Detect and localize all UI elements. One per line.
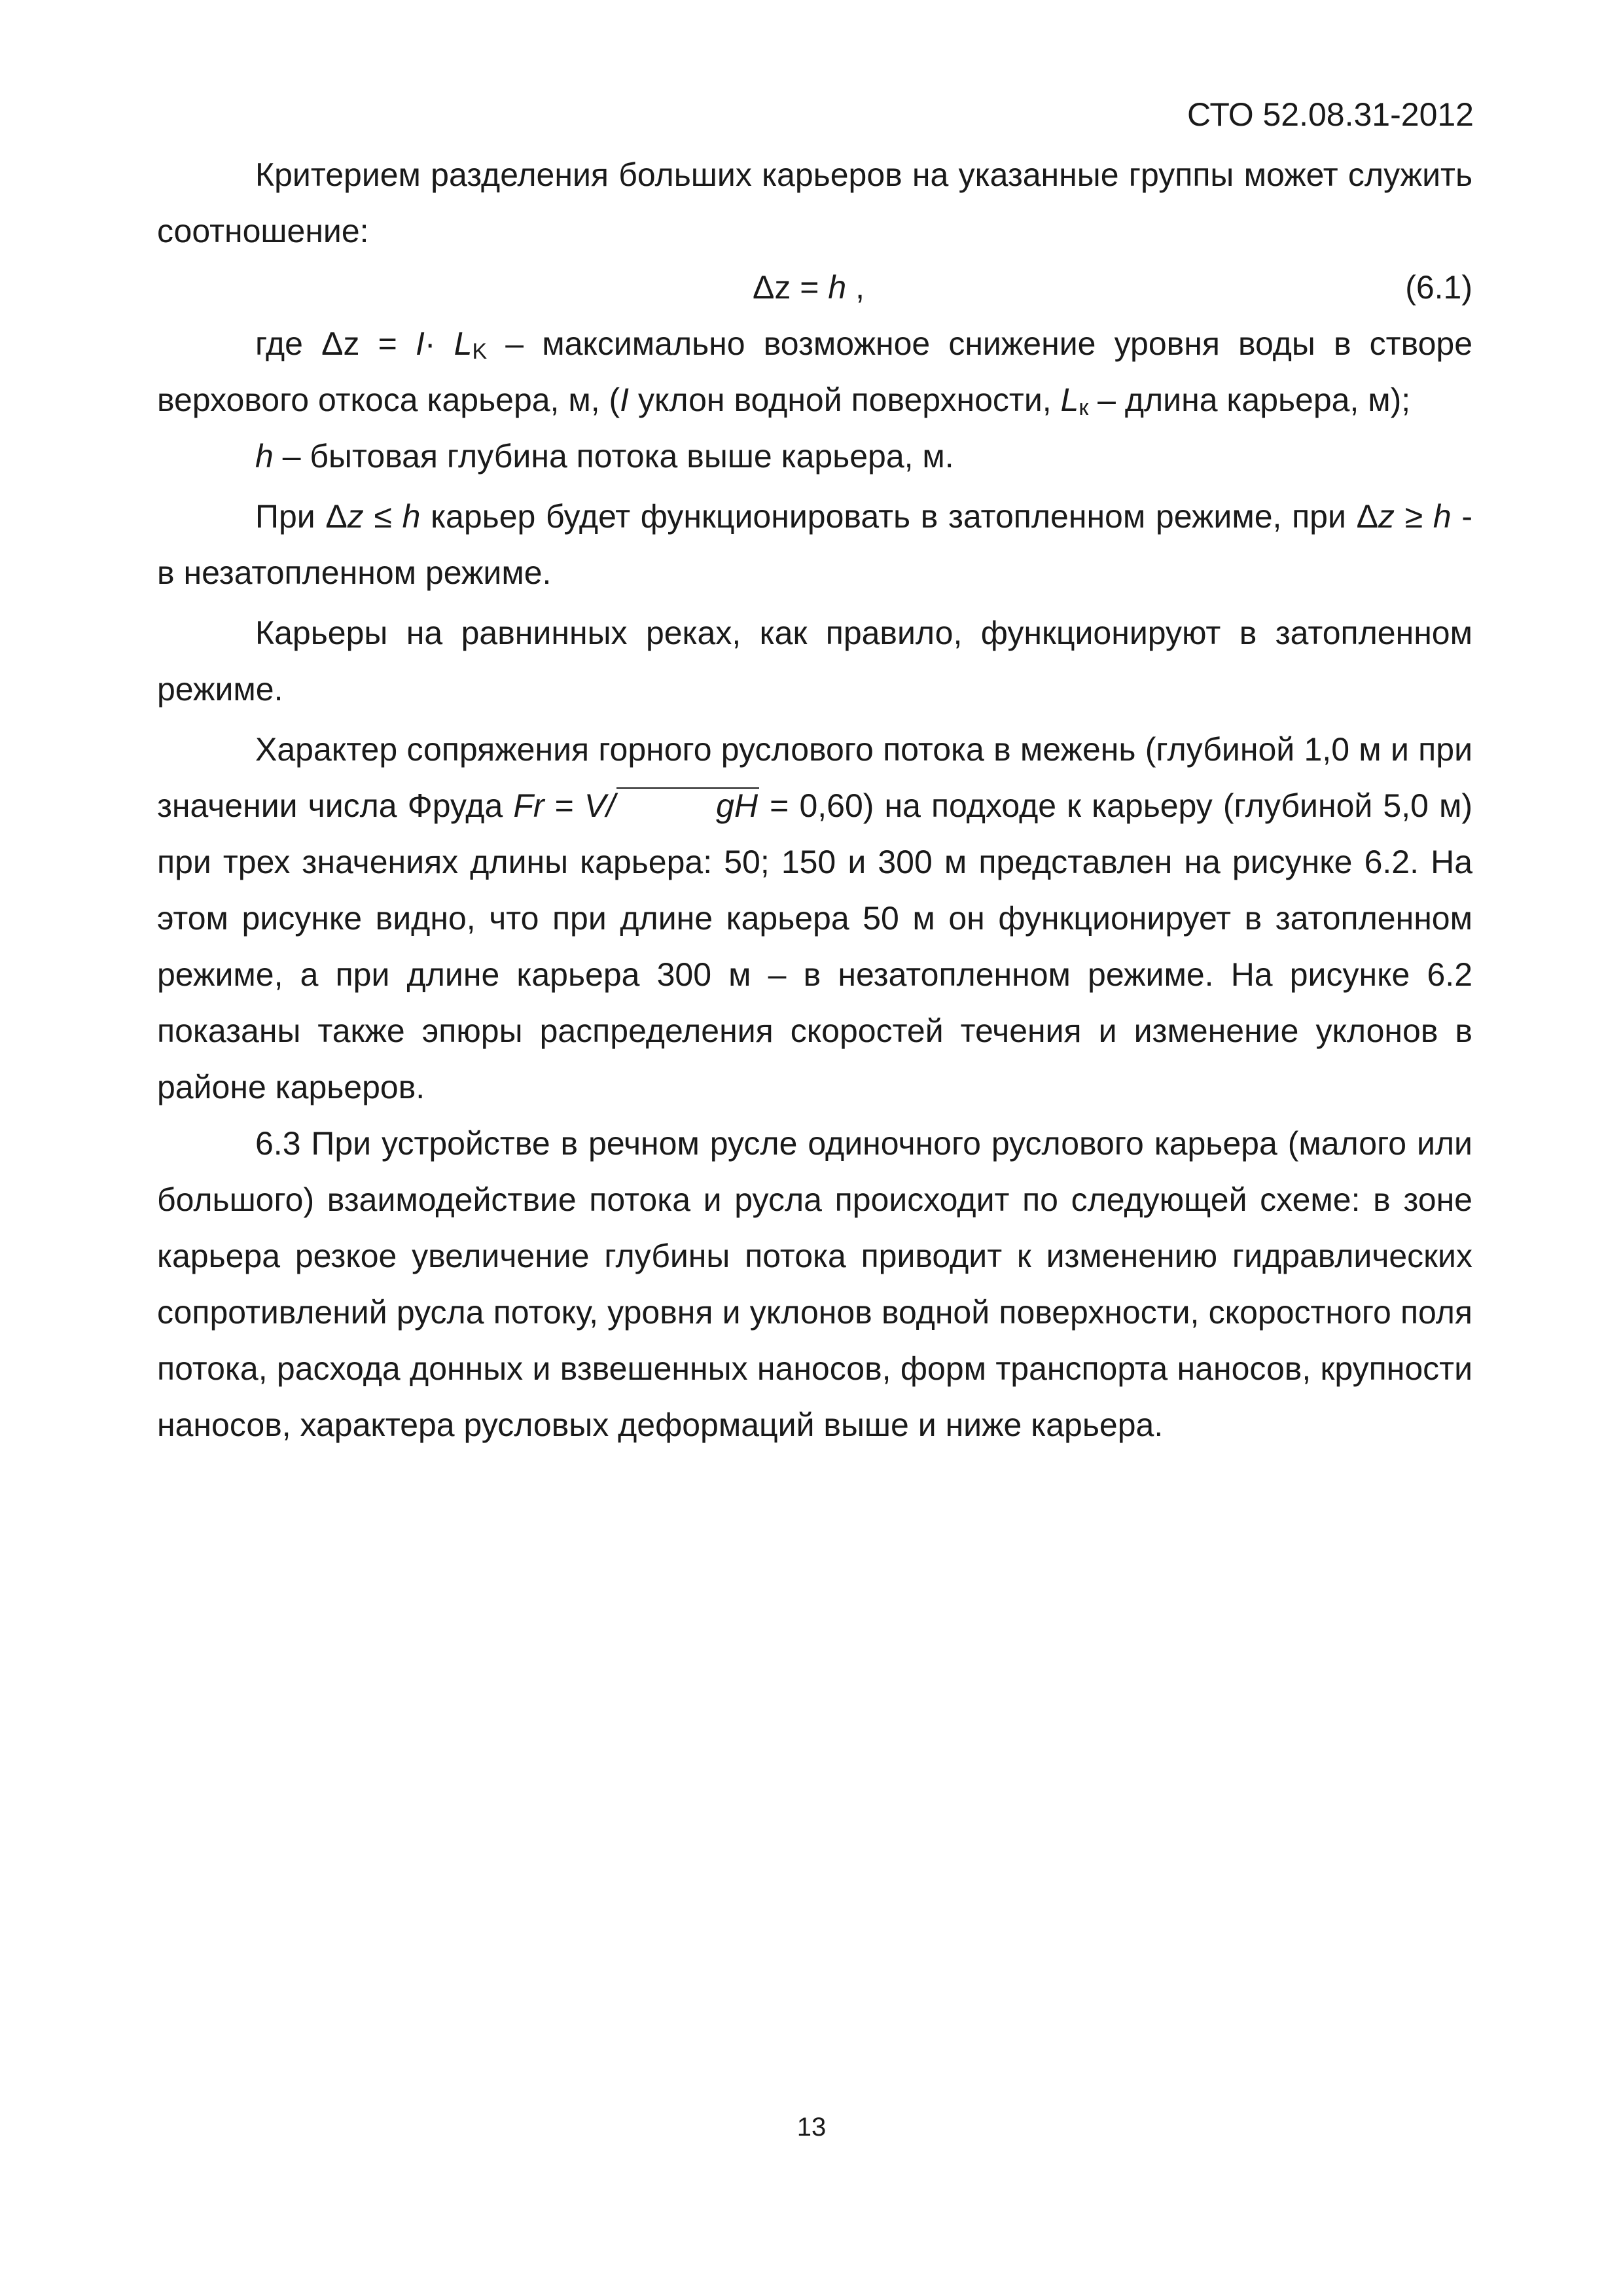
mountain-b: = 0,60) на подходе к карьеру (глубиной 5,0 м) при трех значениях длины карьера: 50; 150 и 300 м представлен на рисунке 6.2. На этом рисунке видно, что при длине карьера 50 м он функционирует в затопленном режиме, а при длине карьера 300 м – в незатопленном режиме. На рисунке 6.2 показаны также эпюры распределения скоростей течения и изменение уклонов в районе карьеров. xyxy=(157,787,1473,1105)
paragraph-conditions xyxy=(157,488,1472,601)
where-b: – максимально возможное снижение уровня воды в створе верхового откоса карьера, м, ( xyxy=(157,325,1472,418)
mountain-a: Характер сопряжения горного руслового потока в межень (глубиной 1,0 м и при значении числа Фруда xyxy=(157,731,1472,824)
cond-c: карьер будет функционировать в затопленном режиме, при Δ xyxy=(420,498,1379,535)
cond-z1: z xyxy=(347,498,364,535)
document-code: СТО 52.08.31-2012 xyxy=(1186,96,1474,133)
where-var-i2: I xyxy=(620,382,630,418)
cond-h1: h xyxy=(402,498,421,535)
where-dot: · xyxy=(424,325,454,362)
where-sub-k2: к xyxy=(1079,395,1089,420)
equation-number: (6.1) xyxy=(1405,269,1472,306)
where-var-l: L xyxy=(454,325,473,362)
equation-var-h: h xyxy=(828,269,847,306)
sqrt-symbol xyxy=(616,787,759,823)
cond-z2: z xyxy=(1378,498,1395,535)
equation-6-1 xyxy=(157,259,1472,315)
froude-gh: gH xyxy=(716,787,758,824)
page-number: 13 xyxy=(796,2113,827,2142)
where-sub-k: K xyxy=(472,339,488,364)
paragraph-plain-rivers: Карьеры на равнинных реках, как правило, функционируют в затопленном режиме. xyxy=(157,615,1472,708)
paragraph-criterion xyxy=(157,147,1472,203)
froude-eq: = xyxy=(544,787,584,824)
depth-text: – бытовая глубина потока выше карьера, м. xyxy=(273,438,954,475)
depth-var-h: h xyxy=(255,438,274,475)
froude-v: V/ xyxy=(584,787,616,824)
where-var-i: I xyxy=(415,325,425,362)
where-a: где Δz = xyxy=(255,325,416,362)
body-text xyxy=(157,147,1472,1453)
paragraph-6-3: 6.3 При устройстве в речном русле одиночного руслового карьера (малого или большого) взаимодействие потока и русла происходит по следующей схеме: в зоне карьера резкое увеличение глубины потока приводит к изменению гидравлических сопротивлений русла потоку, уровня и уклонов водной поверхности, скоростного поля потока, расхода донных и взвешенных наносов, форм транспорта наносов, крупности наносов, характера русловых деформаций выше и ниже карьера. xyxy=(157,1125,1472,1443)
cond-e: - в незатопленном режиме. xyxy=(157,498,1472,591)
where-var-l2: L xyxy=(1060,382,1079,418)
cond-a: При Δ xyxy=(255,498,348,535)
equation-expression xyxy=(753,259,865,315)
equation-lhs: Δz = xyxy=(753,269,829,306)
cond-h2: h xyxy=(1433,498,1452,535)
cond-b: ≤ xyxy=(363,498,402,535)
equation-tail: , xyxy=(846,269,865,306)
where-d: – длина карьера, м); xyxy=(1088,382,1411,418)
where-c: уклон водной поверхности, xyxy=(629,382,1061,418)
paragraph-depth xyxy=(157,428,1472,484)
paragraph-mountain-flow xyxy=(157,721,1472,1115)
paragraph-criterion-line1: Критерием разделения больших карьеров на указанные группы может служить xyxy=(255,156,1472,193)
paragraph-where xyxy=(157,315,1472,428)
froude-fr: Fr xyxy=(513,787,544,824)
paragraph-criterion-line2: соотношение: xyxy=(157,213,369,249)
cond-d: ≥ xyxy=(1395,498,1433,535)
